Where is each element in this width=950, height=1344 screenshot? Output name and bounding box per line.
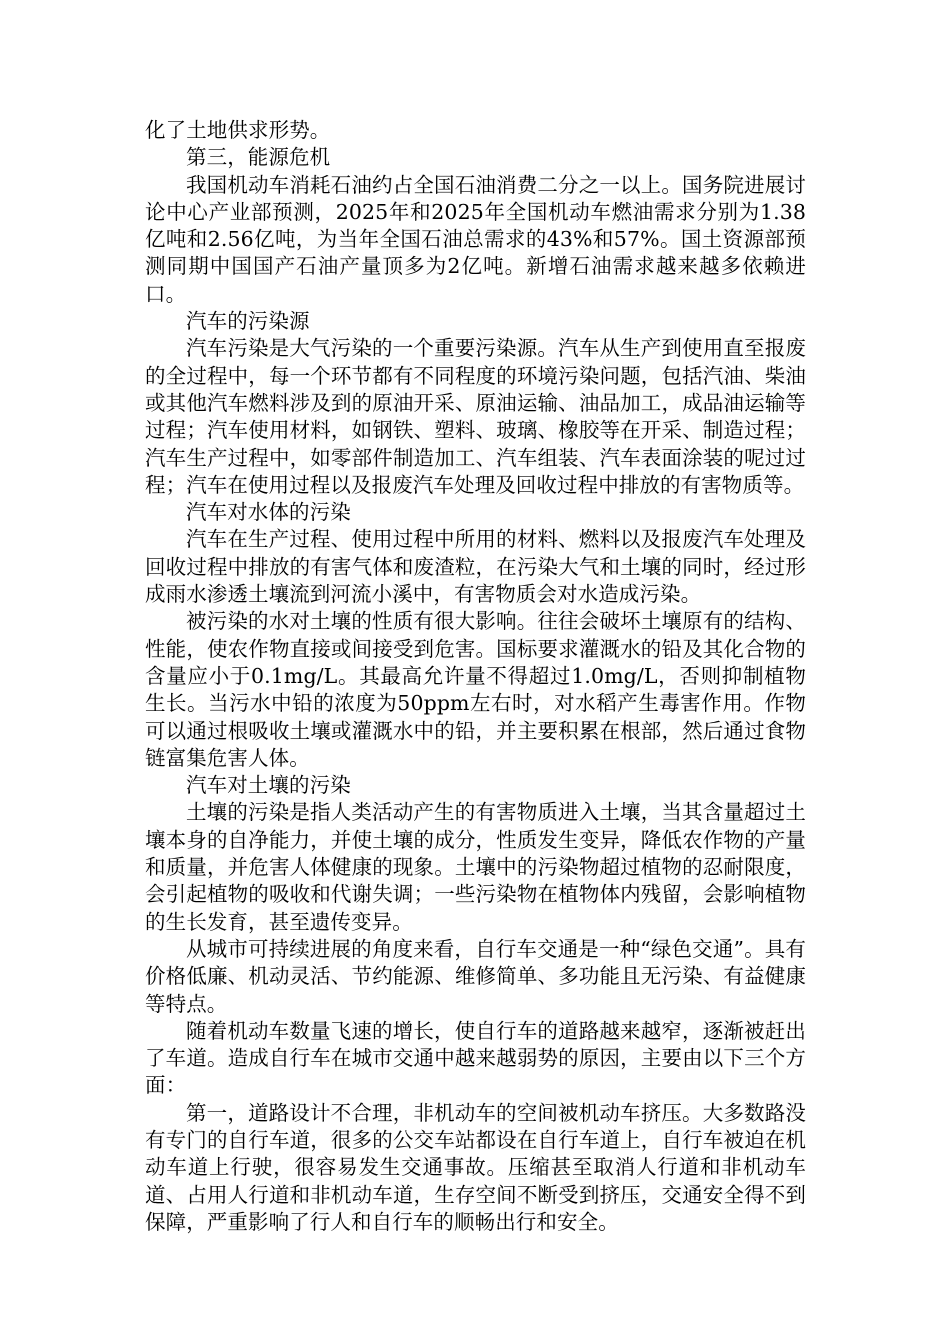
section-heading-water-pollution: 汽车对水体的污染 <box>186 500 351 525</box>
paragraph-soil-pollution: 土壤的污染是指人类活动产生的有害物质进入土壤，当其含量超过土壤本身的自净能力，并使土壤的成分，性质发生变异，降低农作物的产量和质量，并危害人体健康的现象。土壤中的污染物超过植物的忍耐限度，会引起植物的吸收和代谢失调；一些污染物在植物体内残留，会影响植物的生长发育，甚至遗传变异。 <box>145 800 806 934</box>
section-heading-soil-pollution: 汽车对土壤的污染 <box>186 773 351 798</box>
paragraph-continued: 化了土地供求形势。 <box>145 118 331 142</box>
paragraph-polluted-water-effects: 被污染的水对土壤的性质有很大影响。往往会破坏土壤原有的结构、性能，使农作物直接或间接受到危害。国标要求灌溉水的铅及其化合物的含量应小于0.1mg/L。其最高允许量不得超过1.0mg/L，否则抑制植物生长。当污水中铅的浓度为50ppm左右时，对水稻产生毒害作用。作物可以通过根吸收土壤或灌溉水中的铅，并主要积累在根部，然后通过食物链富集危害人体。 <box>145 609 806 770</box>
document-body <box>145 117 806 1236</box>
section-heading-pollution-source: 汽车的污染源 <box>186 309 310 334</box>
paragraph-bicycle-decline: 随着机动车数量飞速的增长，使自行车的道路越来越窄，逐渐被赶出了车道。造成自行车在城市交通中越来越弱势的原因，主要由以下三个方面： <box>145 1018 806 1098</box>
paragraph-pollution-source: 汽车污染是大气污染的一个重要污染源。汽车从生产到使用直至报废的全过程中，每一个环节都有不同程度的环境污染问题，包括汽油、柴油或其他汽车燃料涉及到的原油开采、原油运输、油品加工，成品油运输等过程；汽车使用材料，如钢铁、塑料、玻璃、橡胶等在开采、制造过程；汽车生产过程中，如零部件制造加工、汽车组装、汽车表面涂装的呢过过程；汽车在使用过程以及报废汽车处理及回收过程中排放的有害物质等。 <box>145 336 806 497</box>
paragraph-water-pollution: 汽车在生产过程、使用过程中所用的材料、燃料以及报废汽车处理及回收过程中排放的有害气体和废渣粒，在污染大气和土壤的同时，经过形成雨水渗透土壤流到河流小溪中，有害物质会对水造成污染。 <box>145 527 806 607</box>
paragraph-oil-consumption: 我国机动车消耗石油约占全国石油消费二分之一以上。国务院进展讨论中心产业部预测，2025年和2025年全国机动车燃油需求分别为1.38亿吨和2.56亿吨，为当年全国石油总需求的43%和57%。国土资源部预测同期中国国产石油产量顶多为2亿吨。新增石油需求越来越多依赖进口。 <box>145 172 806 306</box>
paragraph-green-transport: 从城市可持续进展的角度来看，自行车交通是一种“绿色交通”。具有价格低廉、机动灵活、节约能源、维修简单、多功能且无污染、有益健康等特点。 <box>145 936 806 1016</box>
paragraph-road-design: 第一，道路设计不合理，非机动车的空间被机动车挤压。大多数路没有专门的自行车道，很多的公交车站都设在自行车道上，自行车被迫在机动车道上行驶，很容易发生交通事故。压缩甚至取消人行道和非机动车道、占用人行道和非机动车道，生存空间不断受到挤压，交通安全得不到保障，严重影响了行人和自行车的顺畅出行和安全。 <box>145 1100 806 1234</box>
section-heading-energy-crisis: 第三，能源危机 <box>186 145 331 170</box>
